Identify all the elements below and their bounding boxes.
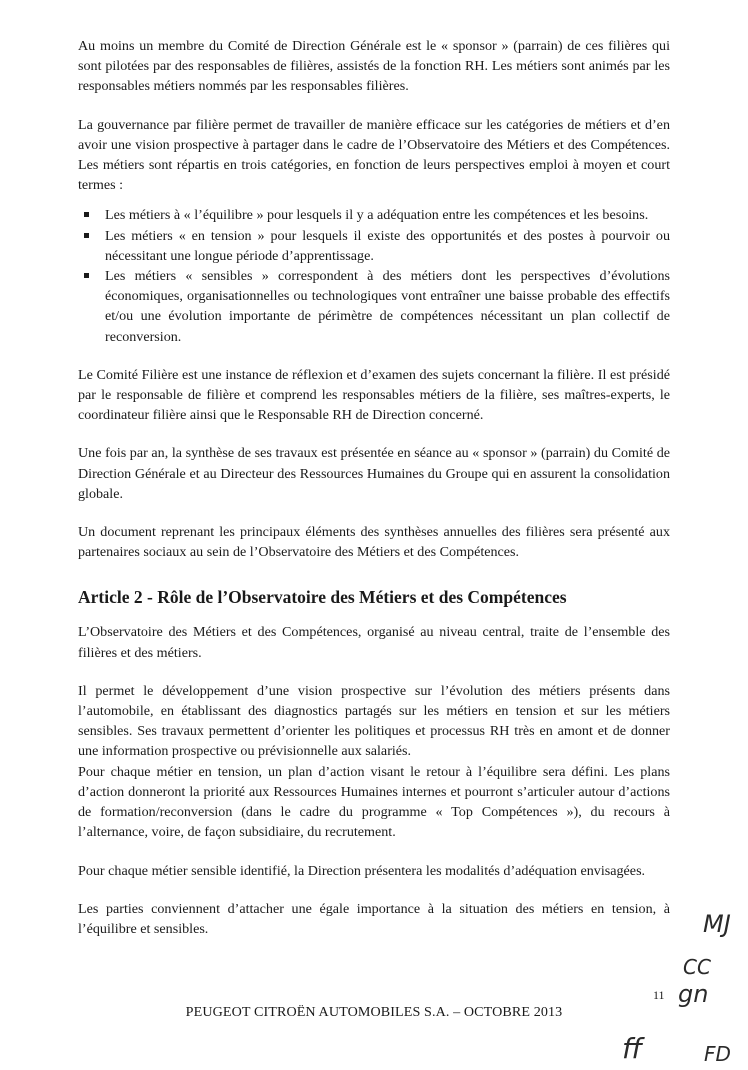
handwritten-initials: MJ — [703, 910, 731, 938]
list-item-text: Les métiers à « l’équilibre » pour lesquels il y a adéquation entre les compétences et les besoins. — [105, 207, 649, 224]
handwritten-initials: ff — [622, 1032, 643, 1065]
handwritten-initials: FD — [704, 1042, 731, 1066]
job-categories-list — [78, 205, 670, 346]
paragraph-synthese: Une fois par an, la synthèse de ses travaux est présentée en séance au « sponsor » (parrain) du Comité de Direction Générale et au Directeur des Ressources Humaines du Groupe qui en assurent la consolidation globale. — [78, 445, 670, 502]
paragraph-parties: Les parties conviennent d’attacher une égale importance à la situation des métiers en tension, à l’équilibre et sensibles. — [78, 900, 670, 937]
paragraph-observatoire: L’Observatoire des Métiers et des Compétences, organisé au niveau central, traite de l’ensemble des filières et des métiers. — [78, 624, 670, 661]
handwritten-initials: CC — [683, 955, 711, 979]
list-item — [78, 205, 670, 225]
paragraph-document: Un document reprenant les principaux éléments des synthèses annuelles des filières sera présenté aux partenaires sociaux au sein de l’Observatoire des Métiers et des Compétences. — [78, 524, 670, 561]
article-heading: Article 2 - Rôle de l’Observatoire des Métiers et des Compétences — [78, 587, 567, 608]
handwritten-initials: gn — [678, 980, 709, 1008]
paragraph-vision: Il permet le développement d’une vision prospective sur l’évolution des métiers présents dans l’automobile, en établissant des diagnostics partagés sur les métiers en tension et sur les métiers sensibles. Ses travaux permettent d’orienter les politiques et processus RH très en amont et de donner une information prospective ou prévisionnelle aux salariés. — [78, 682, 670, 760]
bullet-icon — [84, 233, 89, 238]
paragraph-metier-sensible: Pour chaque métier sensible identifié, la Direction présentera les modalités d’adéquation envisagées. — [78, 862, 646, 879]
page-number: 11 — [653, 988, 665, 1002]
document-body — [78, 36, 670, 957]
bullet-icon — [84, 212, 89, 217]
paragraph-plan-action: Pour chaque métier en tension, un plan d’action visant le retour à l’équilibre sera défini. Les plans d’action donneront la priorité aux Ressources Humaines internes et pourront s’articuler autour d’actions de formation/reconversion (dans le cadre du programme « Top Compétences »), du recours à l’alternance, voire, de façon subsidiaire, du recrutement. — [78, 763, 670, 841]
page-footer: PEUGEOT CITROËN AUTOMOBILES S.A. – OCTOBRE 2013 — [185, 1004, 563, 1020]
list-item — [78, 226, 670, 266]
list-item-text: Les métiers « en tension » pour lesquels il existe des opportunités et des postes à pourvoir ou nécessitant une longue période d’apprentissage. — [105, 227, 670, 264]
bullet-icon — [84, 273, 89, 278]
paragraph-comite-filiere: Le Comité Filière est une instance de réflexion et d’examen des sujets concernant la filière. Il est présidé par le responsable de filière et comprend les responsables métiers de la filière, ses maîtres-experts, le coordinateur filière ainsi que le Responsable RH de Direction concerné. — [78, 366, 670, 424]
paragraph-sponsor: Au moins un membre du Comité de Direction Générale est le « sponsor » (parrain) de ces filières qui sont pilotées par des responsables de filières, assistés de la fonction RH. Les métiers sont animés par les responsables métiers nommés par les responsables filières. — [78, 38, 670, 95]
list-item — [78, 266, 670, 347]
list-item-text: Les métiers « sensibles » correspondent à des métiers dont les perspectives d’évolutions économiques, organisationnelles ou technologiques vont entraîner une baisse probable des effectifs et/ou une évolution importante de périmètre de compétences nécessitant un plan collectif de reconversion. — [105, 268, 670, 345]
paragraph-governance: La gouvernance par filière permet de travailler de manière efficace sur les catégories de métiers et d’en avoir une vision prospective à partager dans le cadre de l’Observatoire des Métiers et des Compétences. Les métiers sont répartis en trois catégories, en fonction de leurs perspectives emploi à moyen et court termes : — [78, 116, 670, 194]
